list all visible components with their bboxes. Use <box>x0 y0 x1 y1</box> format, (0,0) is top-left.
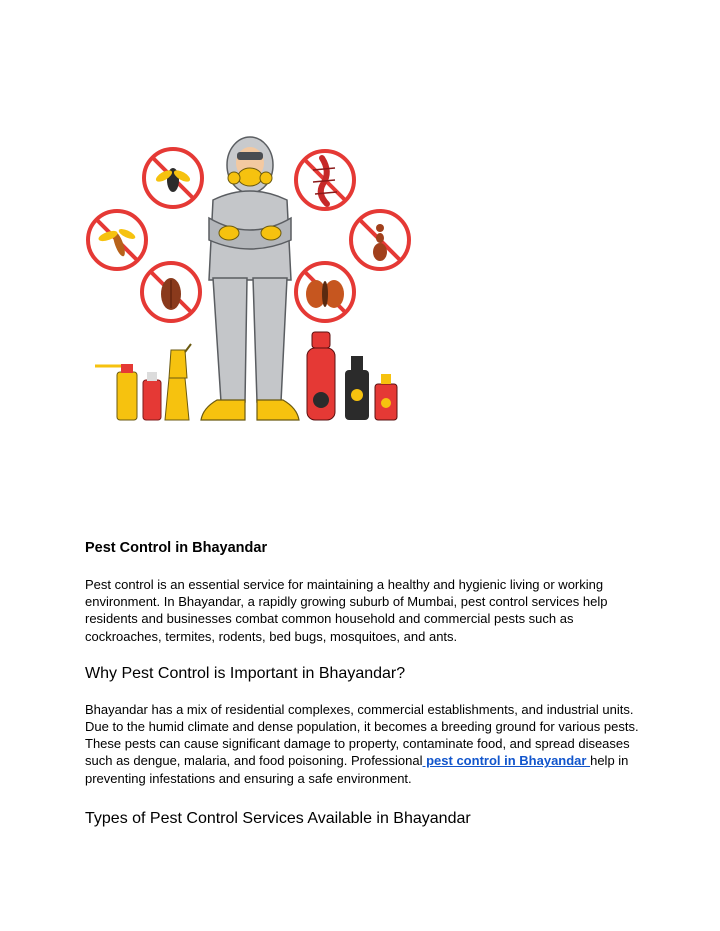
pump-bottle-icon <box>345 356 369 420</box>
why-heading: Why Pest Control is Important in Bhayandar? <box>85 664 406 682</box>
mosquito-prohibited-icon <box>88 211 146 269</box>
spray-can-icon <box>95 364 137 420</box>
fly-prohibited-icon <box>144 149 202 207</box>
moth-prohibited-icon <box>296 263 354 321</box>
ant-prohibited-icon <box>351 211 409 269</box>
types-heading: Types of Pest Control Services Available in Bhayandar <box>85 809 471 827</box>
pressure-sprayer-icon <box>307 332 335 420</box>
intro-paragraph: Pest control is an essential service for maintaining a healthy and hygienic living or working environment. In Bhayandar, a rapidly growing suburb of Mumbai, pest control services help residents and businesses combat common household and commercial pests such as cockroaches, termites, rodents, bed bugs, mosquitoes, and ants. <box>85 577 608 644</box>
why-paragraph-text-before-link: Bhayandar has a mix of residential complexes, commercial establishments, and industrial units. Due to the humid climate and dense population, it becomes a breeding ground for various pests. These pests can cause significant damage to property, contaminate food, and spread diseases such as dengue, malaria, and food poisoning. Professional <box>85 701 639 769</box>
small-spray-bottle-icon <box>375 374 397 420</box>
aerosol-can-icon <box>143 372 161 420</box>
pest-control-illustration <box>85 130 415 430</box>
page-title: Pest Control in Bhayandar <box>85 540 268 556</box>
why-paragraph <box>85 701 645 787</box>
document-body <box>85 538 645 829</box>
pest-control-worker-icon <box>201 137 299 420</box>
why-paragraph-text-after-link: help in preventing infestations and ensuring a safe environment. <box>85 753 629 786</box>
cockroach-prohibited-icon <box>142 263 200 321</box>
trigger-spray-bottle-icon <box>165 344 191 420</box>
pest-control-link[interactable]: pest control in Bhayandar <box>422 753 591 769</box>
centipede-prohibited-icon <box>296 151 354 209</box>
